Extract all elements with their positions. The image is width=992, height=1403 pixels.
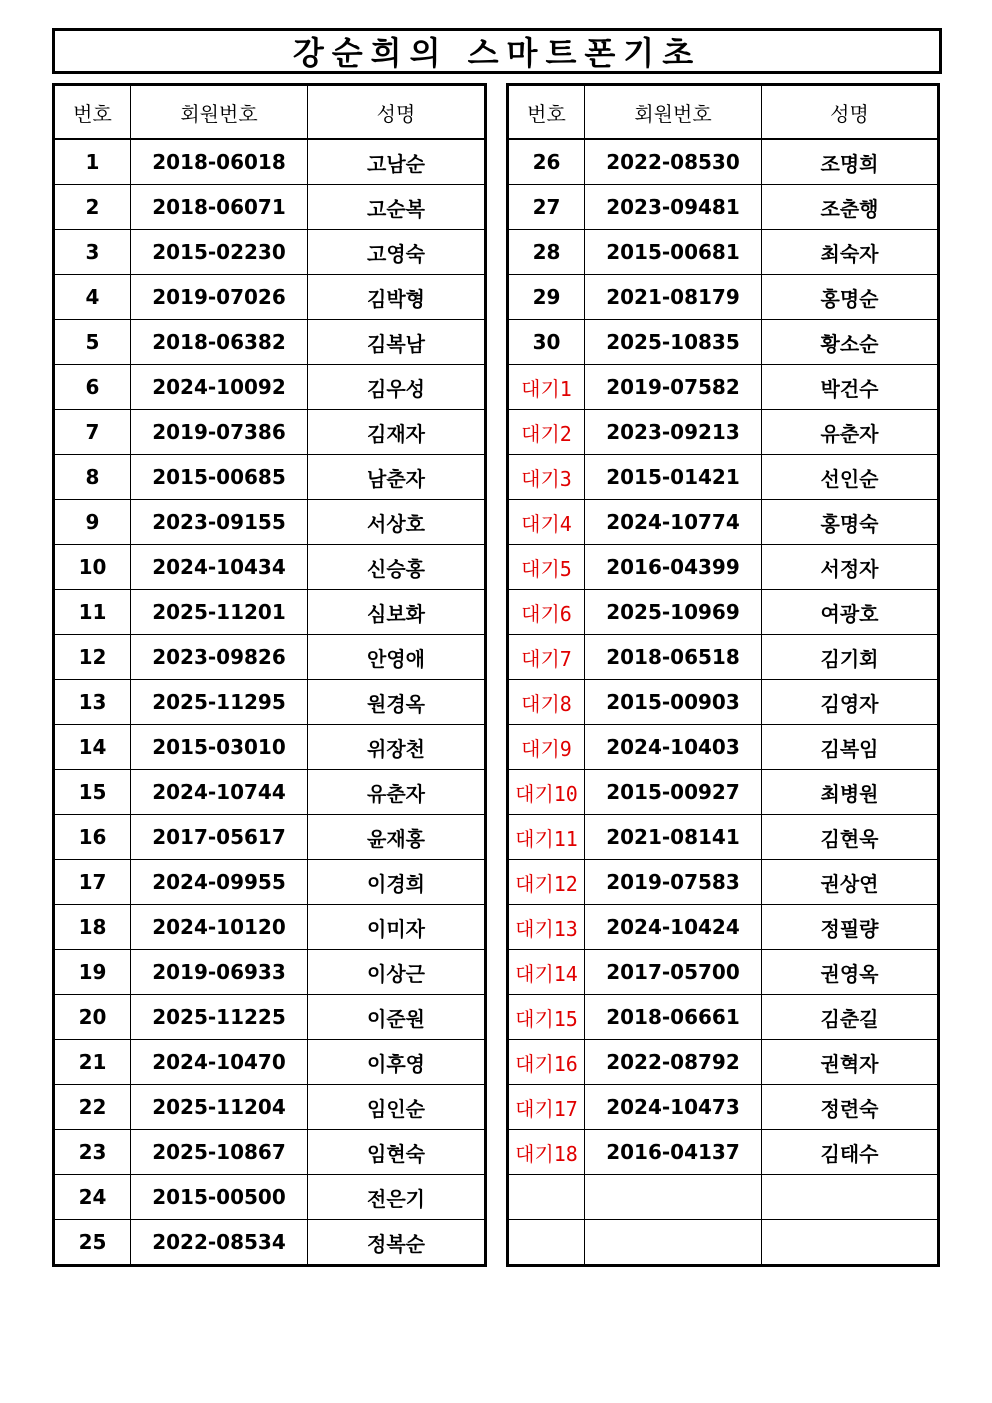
row-number: 대기8 (508, 680, 585, 725)
row-number: 14 (54, 725, 131, 770)
member-id: 2018-06071 (131, 185, 308, 230)
member-name: 김박형 (308, 275, 486, 320)
member-id: 2019-06933 (131, 950, 308, 995)
table-row (508, 995, 939, 1040)
row-number: 23 (54, 1130, 131, 1175)
member-id: 2024-10473 (585, 1085, 762, 1130)
header-member-id: 회원번호 (585, 85, 762, 140)
member-id: 2022-08792 (585, 1040, 762, 1085)
table-row (54, 410, 486, 455)
member-name: 정련숙 (762, 1085, 939, 1130)
member-id: 2018-06661 (585, 995, 762, 1040)
table-row (54, 139, 486, 185)
table-row (508, 905, 939, 950)
member-id: 2025-10867 (131, 1130, 308, 1175)
member-id: 2025-11204 (131, 1085, 308, 1130)
roster-body-right (508, 139, 939, 1266)
member-id: 2023-09155 (131, 500, 308, 545)
header-name: 성명 (762, 85, 939, 140)
member-id: 2025-11295 (131, 680, 308, 725)
member-name: 조명희 (762, 139, 939, 185)
member-name: 황소순 (762, 320, 939, 365)
row-number: 12 (54, 635, 131, 680)
member-name: 서상호 (308, 500, 486, 545)
member-id: 2017-05617 (131, 815, 308, 860)
table-row (508, 185, 939, 230)
row-number: 대기10 (508, 770, 585, 815)
row-number: 24 (54, 1175, 131, 1220)
row-number: 대기4 (508, 500, 585, 545)
member-name: 안영애 (308, 635, 486, 680)
member-name: 남춘자 (308, 455, 486, 500)
header-number: 번호 (54, 85, 131, 140)
member-name: 김재자 (308, 410, 486, 455)
member-id: 2024-10403 (585, 725, 762, 770)
row-number: 대기6 (508, 590, 585, 635)
member-name: 홍명숙 (762, 500, 939, 545)
row-number: 6 (54, 365, 131, 410)
member-id: 2015-00927 (585, 770, 762, 815)
member-id: 2017-05700 (585, 950, 762, 995)
member-id: 2015-00681 (585, 230, 762, 275)
member-name: 박건수 (762, 365, 939, 410)
header-row (54, 85, 486, 140)
table-row (508, 950, 939, 995)
table-row (508, 1130, 939, 1175)
member-id: 2024-10120 (131, 905, 308, 950)
member-name: 임인순 (308, 1085, 486, 1130)
member-name: 윤재홍 (308, 815, 486, 860)
table-row (508, 770, 939, 815)
member-name (762, 1220, 939, 1266)
row-number: 4 (54, 275, 131, 320)
table-row (508, 725, 939, 770)
row-number: 18 (54, 905, 131, 950)
row-number: 22 (54, 1085, 131, 1130)
table-row (508, 1175, 939, 1220)
table-row (508, 1085, 939, 1130)
row-number (508, 1220, 585, 1266)
member-id: 2024-10424 (585, 905, 762, 950)
table-row (54, 455, 486, 500)
member-name: 유춘자 (762, 410, 939, 455)
table-row (54, 1085, 486, 1130)
table-row (54, 590, 486, 635)
table-row (54, 995, 486, 1040)
member-id: 2015-00500 (131, 1175, 308, 1220)
row-number: 11 (54, 590, 131, 635)
member-name: 정필량 (762, 905, 939, 950)
member-name: 여광호 (762, 590, 939, 635)
row-number: 9 (54, 500, 131, 545)
table-row (54, 680, 486, 725)
table-row (508, 815, 939, 860)
row-number: 대기7 (508, 635, 585, 680)
table-row (508, 455, 939, 500)
row-number: 대기14 (508, 950, 585, 995)
table-row (54, 1175, 486, 1220)
member-id: 2018-06382 (131, 320, 308, 365)
member-name: 김복남 (308, 320, 486, 365)
member-name: 이미자 (308, 905, 486, 950)
member-id: 2015-03010 (131, 725, 308, 770)
table-row (508, 320, 939, 365)
member-name (762, 1175, 939, 1220)
member-name: 임현숙 (308, 1130, 486, 1175)
member-name: 이경희 (308, 860, 486, 905)
member-name: 전은기 (308, 1175, 486, 1220)
roster-table-right (506, 83, 940, 1267)
member-id: 2019-07026 (131, 275, 308, 320)
table-row (508, 1040, 939, 1085)
member-id: 2019-07582 (585, 365, 762, 410)
header-member-id: 회원번호 (131, 85, 308, 140)
member-id: 2015-00685 (131, 455, 308, 500)
table-row (508, 590, 939, 635)
member-name: 이후영 (308, 1040, 486, 1085)
table-row (54, 1130, 486, 1175)
member-name: 최숙자 (762, 230, 939, 275)
row-number: 21 (54, 1040, 131, 1085)
row-number: 3 (54, 230, 131, 275)
row-number: 7 (54, 410, 131, 455)
row-number: 15 (54, 770, 131, 815)
member-id: 2016-04137 (585, 1130, 762, 1175)
member-name: 원경옥 (308, 680, 486, 725)
member-name: 최병원 (762, 770, 939, 815)
member-name: 김현욱 (762, 815, 939, 860)
member-id: 2019-07386 (131, 410, 308, 455)
row-number: 25 (54, 1220, 131, 1266)
table-row (54, 860, 486, 905)
member-id: 2025-11225 (131, 995, 308, 1040)
table-row (508, 500, 939, 545)
row-number: 대기17 (508, 1085, 585, 1130)
member-id: 2024-10744 (131, 770, 308, 815)
header-row (508, 85, 939, 140)
row-number: 2 (54, 185, 131, 230)
member-id: 2022-08534 (131, 1220, 308, 1266)
member-name: 고순복 (308, 185, 486, 230)
row-number: 13 (54, 680, 131, 725)
page-title: 강순희의 스마트폰기초 (292, 34, 702, 72)
table-row (508, 410, 939, 455)
row-number: 대기13 (508, 905, 585, 950)
table-row (508, 230, 939, 275)
table-row (54, 500, 486, 545)
member-id: 2025-10835 (585, 320, 762, 365)
table-row (54, 1220, 486, 1266)
row-number: 대기12 (508, 860, 585, 905)
member-name: 김춘길 (762, 995, 939, 1040)
table-row (508, 860, 939, 905)
member-id: 2025-10969 (585, 590, 762, 635)
row-number: 1 (54, 139, 131, 185)
table-row (508, 1220, 939, 1266)
member-id: 2022-08530 (585, 139, 762, 185)
member-id: 2023-09481 (585, 185, 762, 230)
row-number: 대기18 (508, 1130, 585, 1175)
member-name: 서정자 (762, 545, 939, 590)
table-row (54, 815, 486, 860)
header-name: 성명 (308, 85, 486, 140)
row-number: 29 (508, 275, 585, 320)
member-name: 고남순 (308, 139, 486, 185)
row-number: 대기3 (508, 455, 585, 500)
row-number (508, 1175, 585, 1220)
table-row (54, 185, 486, 230)
member-id: 2024-09955 (131, 860, 308, 905)
table-row (54, 365, 486, 410)
member-id: 2025-11201 (131, 590, 308, 635)
member-id: 2015-00903 (585, 680, 762, 725)
table-row (54, 1040, 486, 1085)
row-number: 20 (54, 995, 131, 1040)
table-row (508, 545, 939, 590)
row-number: 대기5 (508, 545, 585, 590)
member-name: 김우성 (308, 365, 486, 410)
member-name: 조춘행 (762, 185, 939, 230)
table-row (508, 275, 939, 320)
member-id: 2018-06018 (131, 139, 308, 185)
table-row (54, 275, 486, 320)
member-name: 권상연 (762, 860, 939, 905)
row-number: 대기16 (508, 1040, 585, 1085)
roster-table-left (52, 83, 487, 1267)
member-name: 정복순 (308, 1220, 486, 1266)
member-id: 2024-10092 (131, 365, 308, 410)
row-number: 30 (508, 320, 585, 365)
row-number: 5 (54, 320, 131, 365)
member-name: 이상근 (308, 950, 486, 995)
member-name: 김복임 (762, 725, 939, 770)
row-number: 26 (508, 139, 585, 185)
table-row (54, 725, 486, 770)
member-id: 2021-08179 (585, 275, 762, 320)
member-id: 2015-02230 (131, 230, 308, 275)
roster-body-left (54, 139, 486, 1266)
member-id: 2019-07583 (585, 860, 762, 905)
title-box (52, 28, 942, 74)
table-row (54, 905, 486, 950)
member-id: 2024-10434 (131, 545, 308, 590)
table-row (54, 635, 486, 680)
row-number: 28 (508, 230, 585, 275)
member-id: 2016-04399 (585, 545, 762, 590)
member-id: 2018-06518 (585, 635, 762, 680)
table-row (54, 545, 486, 590)
row-number: 대기2 (508, 410, 585, 455)
table-row (508, 635, 939, 680)
member-id (585, 1175, 762, 1220)
member-id: 2024-10470 (131, 1040, 308, 1085)
table-row (54, 320, 486, 365)
row-number: 대기11 (508, 815, 585, 860)
row-number: 대기1 (508, 365, 585, 410)
member-id: 2023-09213 (585, 410, 762, 455)
member-id: 2015-01421 (585, 455, 762, 500)
table-row (508, 365, 939, 410)
member-name: 권혁자 (762, 1040, 939, 1085)
member-name: 선인순 (762, 455, 939, 500)
member-name: 유춘자 (308, 770, 486, 815)
row-number: 대기9 (508, 725, 585, 770)
member-id: 2024-10774 (585, 500, 762, 545)
row-number: 17 (54, 860, 131, 905)
member-name: 홍명순 (762, 275, 939, 320)
member-id: 2021-08141 (585, 815, 762, 860)
table-row (54, 770, 486, 815)
table-row (54, 950, 486, 995)
member-name: 김태수 (762, 1130, 939, 1175)
header-number: 번호 (508, 85, 585, 140)
row-number: 27 (508, 185, 585, 230)
member-name: 김영자 (762, 680, 939, 725)
row-number: 8 (54, 455, 131, 500)
table-row (508, 139, 939, 185)
member-name: 권영옥 (762, 950, 939, 995)
table-row (508, 680, 939, 725)
member-name: 이준원 (308, 995, 486, 1040)
member-name: 신승홍 (308, 545, 486, 590)
row-number: 16 (54, 815, 131, 860)
member-id (585, 1220, 762, 1266)
row-number: 대기15 (508, 995, 585, 1040)
member-name: 심보화 (308, 590, 486, 635)
row-number: 10 (54, 545, 131, 590)
member-name: 고영숙 (308, 230, 486, 275)
member-id: 2023-09826 (131, 635, 308, 680)
member-name: 위장천 (308, 725, 486, 770)
member-name: 김기회 (762, 635, 939, 680)
row-number: 19 (54, 950, 131, 995)
table-row (54, 230, 486, 275)
